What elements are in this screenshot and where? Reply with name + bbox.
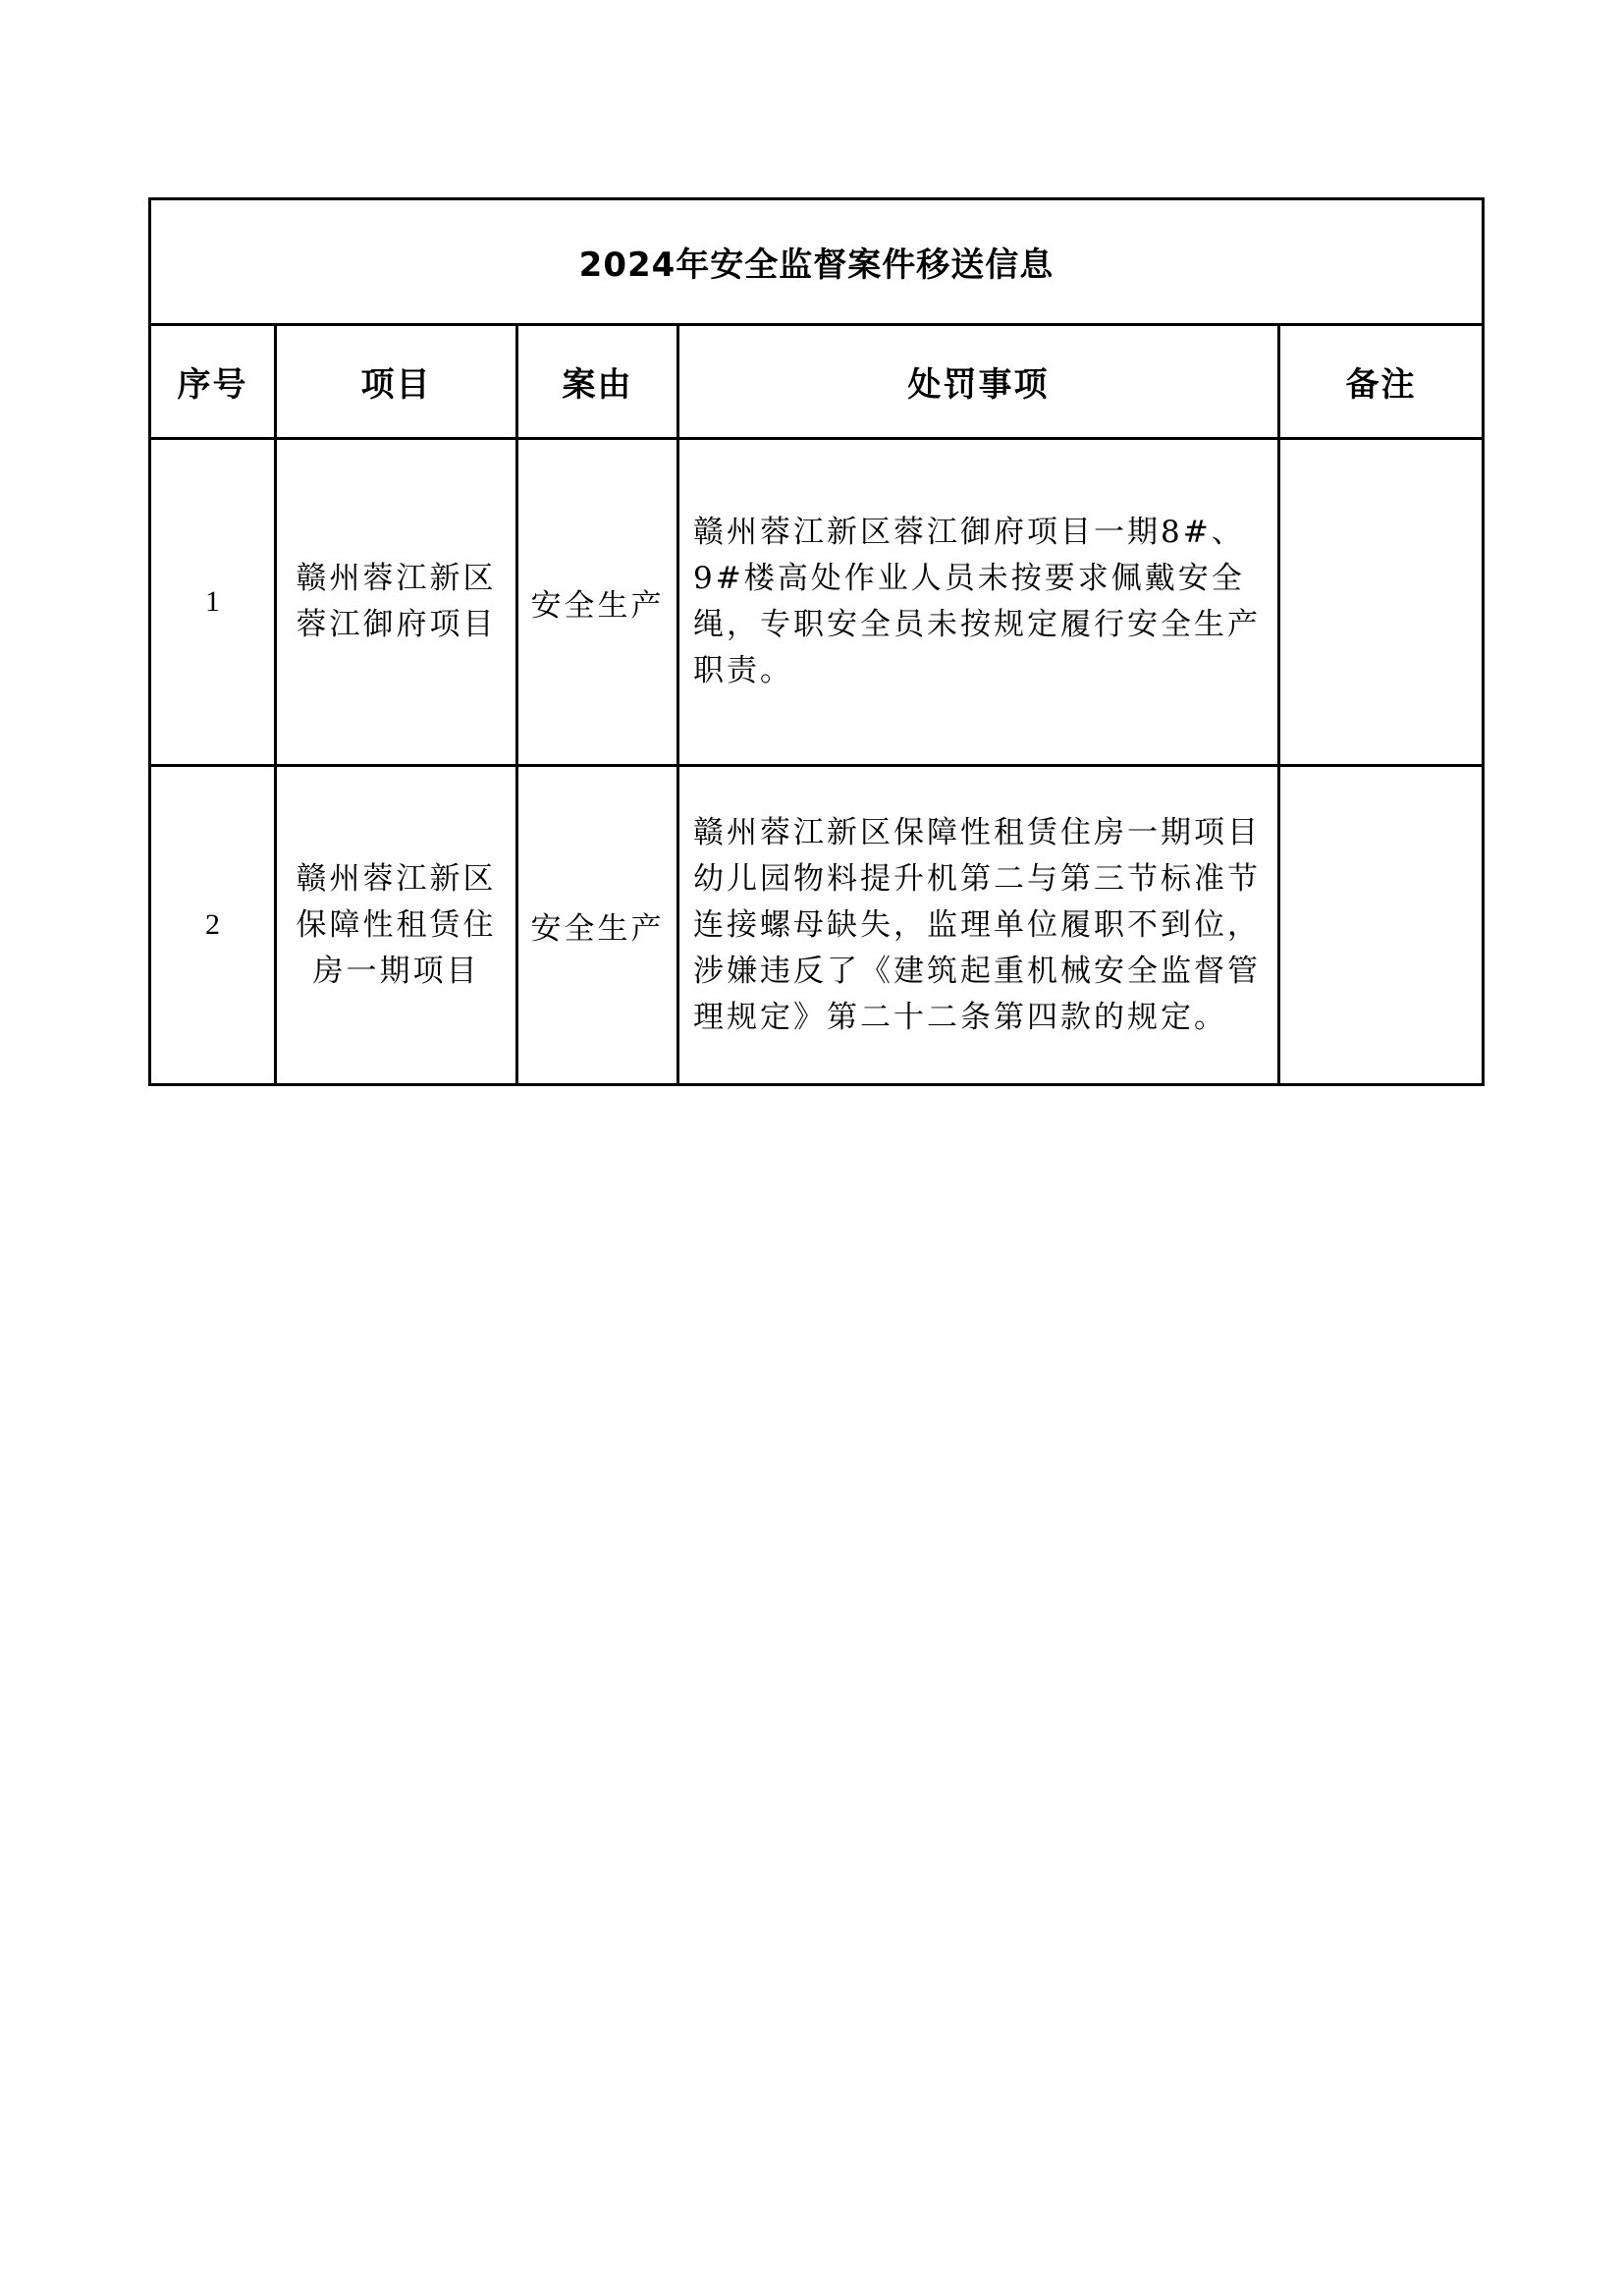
row-penalty: 赣州蓉江新区蓉江御府项目一期8#、9#楼高处作业人员未按要求佩戴安全绳，专职安全员未按规定履行安全生产职责。	[678, 439, 1279, 766]
header-note: 备注	[1279, 325, 1484, 439]
row-project: 赣州蓉江新区保障性租赁住房一期项目	[276, 766, 517, 1085]
row-note	[1279, 766, 1484, 1085]
row-cause: 安全生产	[517, 439, 678, 766]
header-cause: 案由	[517, 325, 678, 439]
table-title: 2024年安全监督案件移送信息	[150, 199, 1484, 325]
case-transfer-table	[148, 197, 1485, 1086]
row-cause: 安全生产	[517, 766, 678, 1085]
header-project: 项目	[276, 325, 517, 439]
header-penalty: 处罚事项	[678, 325, 1279, 439]
table-row	[150, 766, 1484, 1085]
row-seq: 2	[150, 766, 276, 1085]
header-row	[150, 325, 1484, 439]
header-seq: 序号	[150, 325, 276, 439]
row-project: 赣州蓉江新区蓉江御府项目	[276, 439, 517, 766]
row-seq: 1	[150, 439, 276, 766]
row-note	[1279, 439, 1484, 766]
row-penalty: 赣州蓉江新区保障性租赁住房一期项目幼儿园物料提升机第二与第三节标准节 连接螺母缺失，监理单位履职不到位，涉嫌违反了《建筑起重机械安全监督管理规定》第二十二条第四款的规定。	[678, 766, 1279, 1085]
title-row	[150, 199, 1484, 325]
table-row	[150, 439, 1484, 766]
